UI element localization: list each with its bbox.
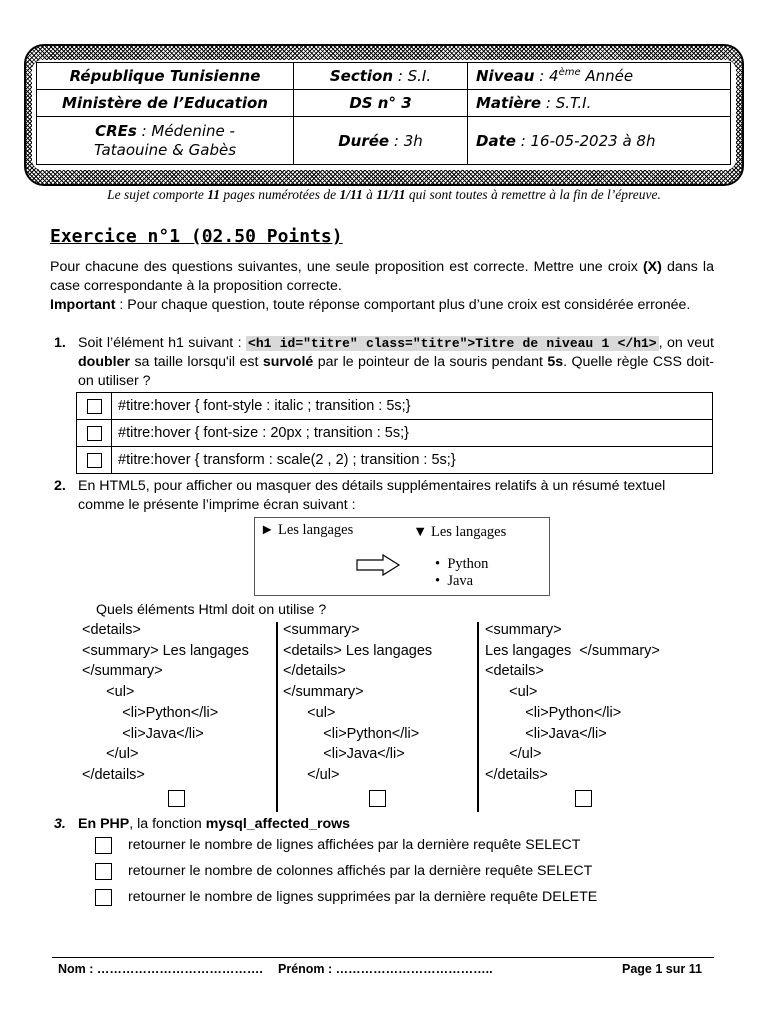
footer-nom: Nom : ………………………………….	[58, 962, 263, 976]
q3-number: 3.	[54, 816, 66, 832]
figure-collapsed-label: ► Les langages	[260, 522, 354, 538]
header-table	[36, 62, 731, 165]
q2-number: 2.	[54, 478, 66, 494]
footer-page-number: Page 1 sur 11	[622, 962, 702, 976]
q3-option-3-checkbox[interactable]	[95, 889, 112, 906]
date-cell: Date : 16-05-2023 à 8h	[468, 117, 731, 165]
q2-text: En HTML5, pour afficher ou masquer des détails supplémentaires relatifs à un résumé textuel comme le présente l’imprime écran suivant :	[78, 478, 666, 513]
q2-option-1-checkbox[interactable]	[168, 790, 185, 807]
list-item: • Java	[435, 573, 474, 589]
footer-prenom: Prénom : ………………………………..	[278, 962, 493, 976]
q1-option-1-text: #titre:hover { font-style : italic ; transition : 5s;}	[112, 393, 713, 420]
q2-option-2-checkbox[interactable]	[369, 790, 386, 807]
q1-option-row	[77, 447, 713, 474]
q1-option-2-checkbox[interactable]	[87, 426, 102, 441]
cres-cell: CREs : Médenine - Tataouine & Gabès	[37, 117, 294, 165]
q2-question: Quels éléments Html doit on utilise ?	[96, 602, 327, 618]
figure-expanded-label: ▼ Les langages	[413, 524, 507, 540]
q3-option-3-text: retourner le nombre de lignes supprimées par la dernière requête DELETE	[128, 889, 598, 905]
q1-text: Soit l’élément h1 suivant : <h1 id="titre" class="titre">Titre de niveau 1 </h1> , on veut doubler sa taille lorsqu'il est survolé par le pointeur de la souris pendant 5s. Quelle règle CSS doit-on utiliser ?	[78, 335, 714, 389]
figure-list	[435, 556, 488, 590]
duree-cell: Durée : 3h	[294, 117, 468, 165]
q3-option-1-text: retourner le nombre de lignes affichées par la dernière requête SELECT	[128, 837, 581, 853]
niveau-cell: Niveau : 4ème Année	[468, 63, 731, 90]
q2-code-option-3: <summary> Les langages </summary> <details> <ul> <li>Python</li> <li>Java</li> </ul> </details>	[485, 622, 660, 783]
column-divider	[477, 622, 479, 812]
q3-text: En PHP, la fonction mysql_affected_rows	[78, 816, 351, 832]
q3-option-2-checkbox[interactable]	[95, 863, 112, 880]
q1-option-1-checkbox[interactable]	[87, 399, 102, 414]
footer-divider	[52, 957, 714, 958]
q1-number: 1.	[54, 335, 66, 351]
q1-options-table	[76, 392, 713, 474]
q1-option-3-checkbox[interactable]	[87, 453, 102, 468]
republique-cell: République Tunisienne	[37, 63, 294, 90]
exercise-title: Exercice n°1 (02.50 Points)	[50, 226, 343, 247]
matiere-cell: Matière : S.T.I.	[468, 90, 731, 117]
instructions: Pour chacune des questions suivantes, une seule proposition est correcte. Mettre une croix (X) dans la case correspondante à la proposition correcte. Important : Pour chaque question, toute réponse comportant plus d’une croix est considérée erronée.	[50, 259, 714, 313]
page-count-note: Le sujet comporte 11 pages numérotées de 1/11 à 11/11 qui sont toutes à remettre à la fin de l’épreuve.	[107, 187, 661, 202]
q1-option-row	[77, 393, 713, 420]
q1-option-row	[77, 420, 713, 447]
ministere-cell: Ministère de l’Education	[37, 90, 294, 117]
q2-code-option-2: <summary> <details> Les langages </details> </summary> <ul> <li>Python</li> <li>Java</li> </ul>	[283, 622, 433, 783]
list-item: • Python	[435, 556, 489, 572]
section-cell: Section : S.I.	[294, 63, 468, 90]
q2-code-option-1: <details> <summary> Les langages </summary> <ul> <li>Python</li> <li>Java</li> </ul> </details>	[82, 622, 249, 783]
q1-option-2-text: #titre:hover { font-size : 20px ; transition : 5s;}	[112, 420, 713, 447]
ds-cell: DS n° 3	[294, 90, 468, 117]
details-summary-figure	[254, 517, 550, 596]
q1-option-3-text: #titre:hover { transform : scale(2 , 2) ; transition : 5s;}	[112, 447, 713, 474]
q2-option-3-checkbox[interactable]	[575, 790, 592, 807]
column-divider	[276, 622, 278, 812]
q3-option-1-checkbox[interactable]	[95, 837, 112, 854]
q3-option-2-text: retourner le nombre de colonnes affichés par la dernière requête SELECT	[128, 863, 593, 879]
right-arrow-icon	[355, 553, 401, 577]
